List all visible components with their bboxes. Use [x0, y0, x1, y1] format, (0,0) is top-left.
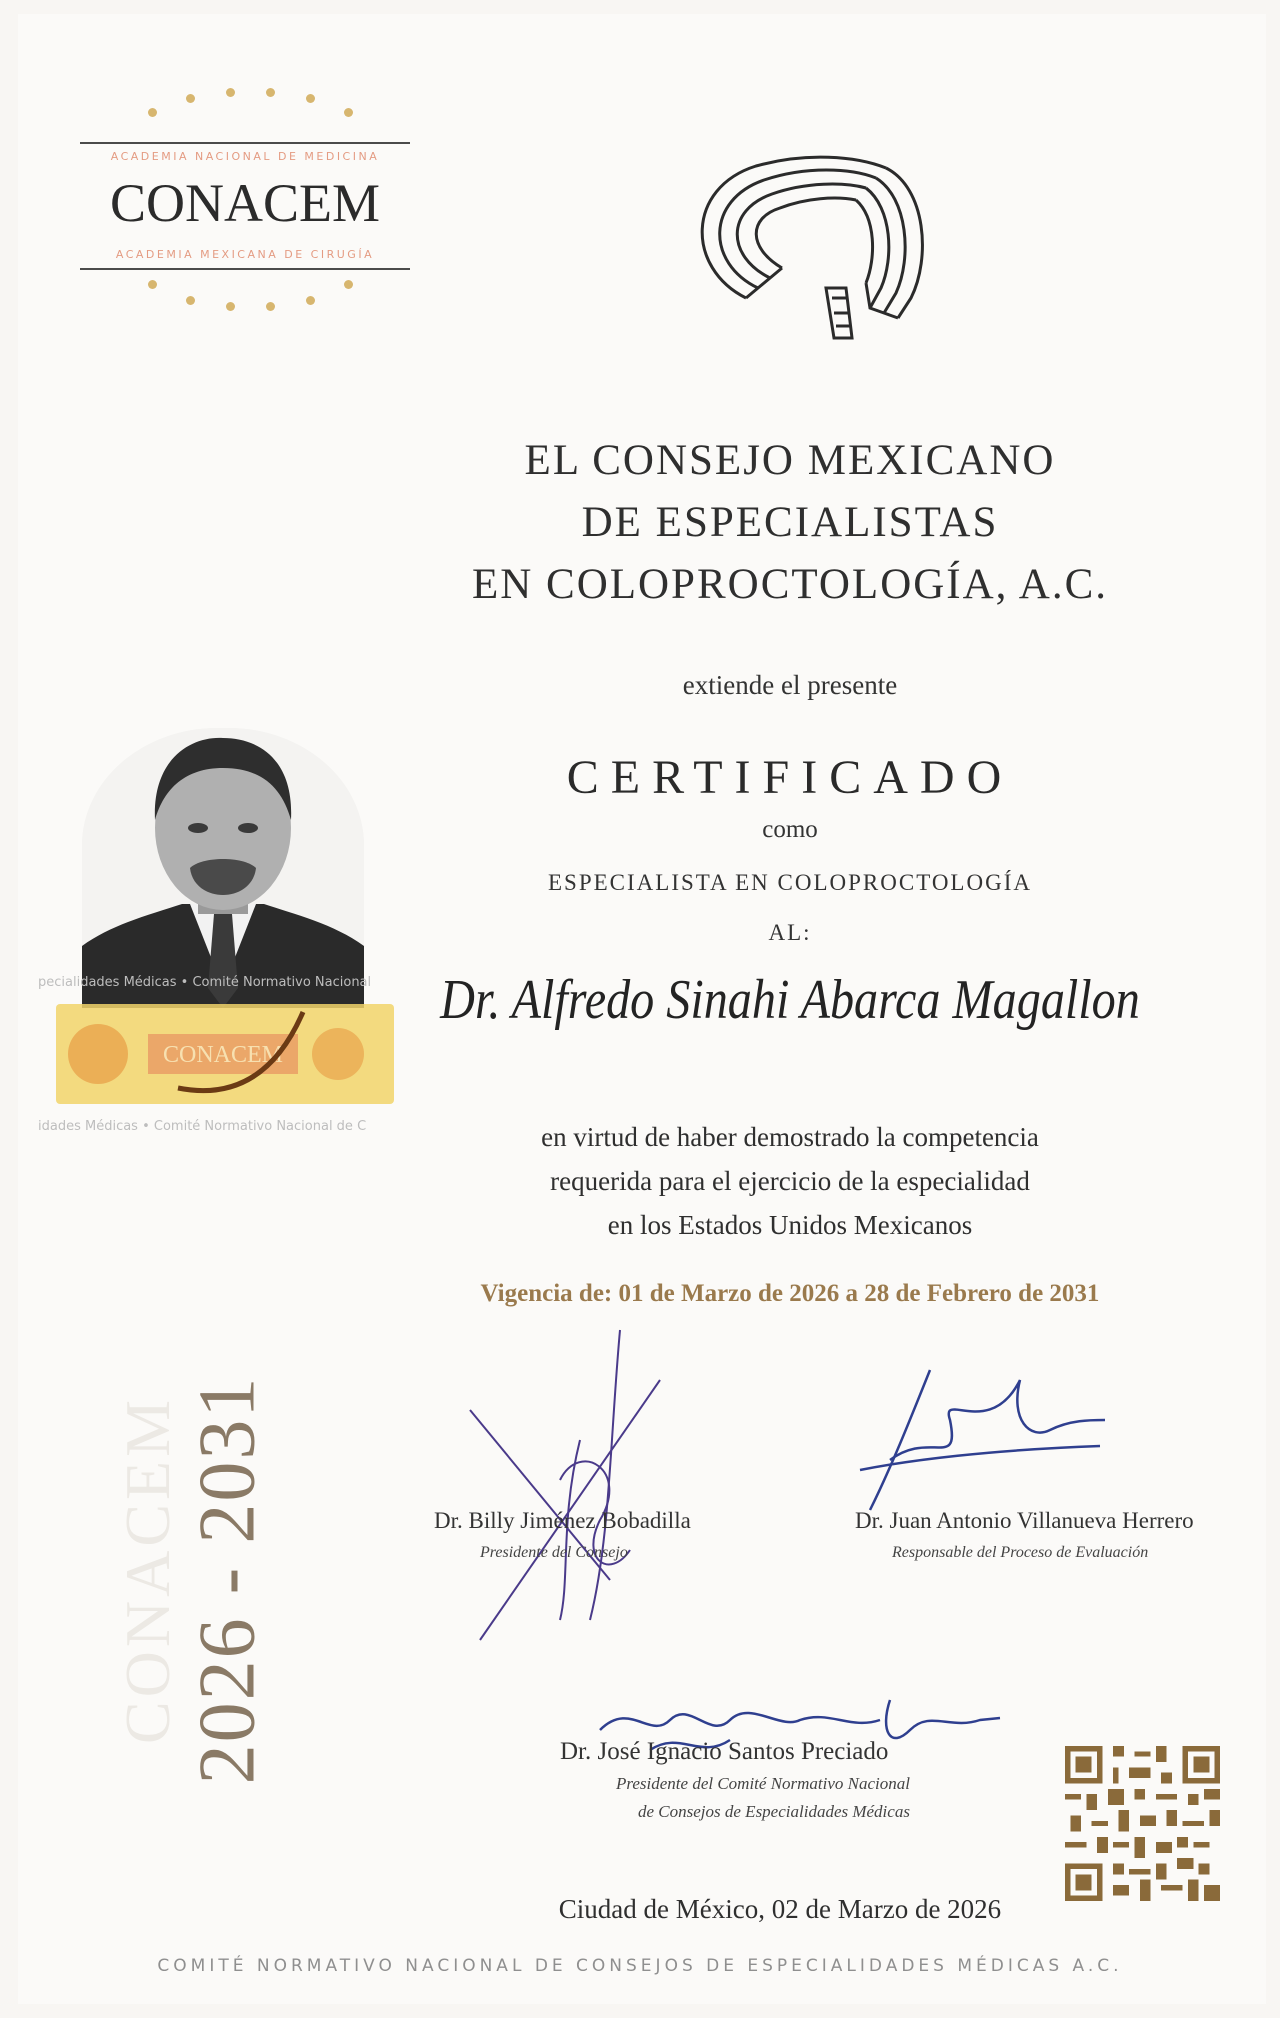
- signatory-2-name: Dr. Juan Antonio Villanueva Herrero: [855, 1508, 1194, 1533]
- validity-years: 2026 - 2031: [183, 1375, 272, 1785]
- extiende-text: extiende el presente: [682, 670, 898, 700]
- signatory-1-role: Presidente del Consejo: [480, 1544, 628, 1561]
- recipient-photo: [82, 728, 364, 1008]
- signatory-3-role-line-1: Presidente del Comité Normativo Nacional: [616, 1774, 910, 1793]
- place-and-date: Ciudad de México, 02 de Marzo de 2026: [558, 1894, 1002, 1924]
- qr-code: [1065, 1746, 1220, 1901]
- conacem-logo: [80, 84, 410, 324]
- issuer-line-3: EN COLOPROCTOLOGÍA, A.C.: [471, 561, 1109, 608]
- statement-line-1: en virtud de haber demostrado la competencia: [541, 1122, 1039, 1152]
- logo-bottom-text: ACADEMIA MEXICANA DE CIRUGÍA: [115, 248, 375, 261]
- footer-organization: COMITÉ NORMATIVO NACIONAL DE CONSEJOS DE ESPECIALIDADES MÉDICAS A.C.: [157, 1956, 1123, 1976]
- validity-period: Vigencia de: 01 de Marzo de 2026 a 28 de Febrero de 2031: [480, 1280, 1100, 1307]
- logo-top-text: ACADEMIA NACIONAL DE MEDICINA: [110, 150, 380, 163]
- signatory-1-name: Dr. Billy Jiménez Bobadilla: [434, 1508, 691, 1533]
- svg-text:idades Médicas • Comité Normat: idades Médicas • Comité Normativo Nacional de C: [38, 1119, 367, 1134]
- signature-2: [850, 1360, 1110, 1520]
- conacem-hologram-seal: [38, 970, 412, 1138]
- issuer-name: [380, 430, 1200, 616]
- statement-line-2: requerida para el ejercicio de la especialidad: [550, 1166, 1030, 1196]
- council-emblem-icon: [676, 148, 940, 352]
- svg-text:pecialidades Médicas • Comité: pecialidades Médicas • Comité Normativo Nacional: [38, 975, 372, 990]
- como-text: como: [762, 816, 818, 843]
- certificate-title: CERTIFICADO: [566, 751, 1014, 804]
- competence-statement: [380, 1115, 1200, 1247]
- conacem-watermark: CONACEM: [112, 1395, 183, 1745]
- specialty-text: ESPECIALISTA EN COLOPROCTOLOGÍA: [548, 870, 1032, 895]
- issuer-line-1: EL CONSEJO MEXICANO: [524, 437, 1056, 484]
- hologram-text: CONACEM: [162, 1042, 284, 1068]
- al-text: AL:: [768, 920, 812, 945]
- recipient-name: Dr. Alfredo Sinahi Abarca Magallon: [440, 969, 1140, 1031]
- signature-1: [460, 1320, 680, 1650]
- statement-line-3: en los Estados Unidos Mexicanos: [607, 1210, 973, 1240]
- issuer-line-2: DE ESPECIALISTAS: [581, 499, 999, 546]
- signatory-2-role: Responsable del Proceso de Evaluación: [892, 1544, 1149, 1561]
- signatory-3-role-line-2: de Consejos de Especialidades Médicas: [638, 1802, 910, 1821]
- logo-name: CONACEM: [109, 173, 381, 233]
- signatory-3-name: Dr. José Ignacio Santos Preciado: [560, 1738, 889, 1765]
